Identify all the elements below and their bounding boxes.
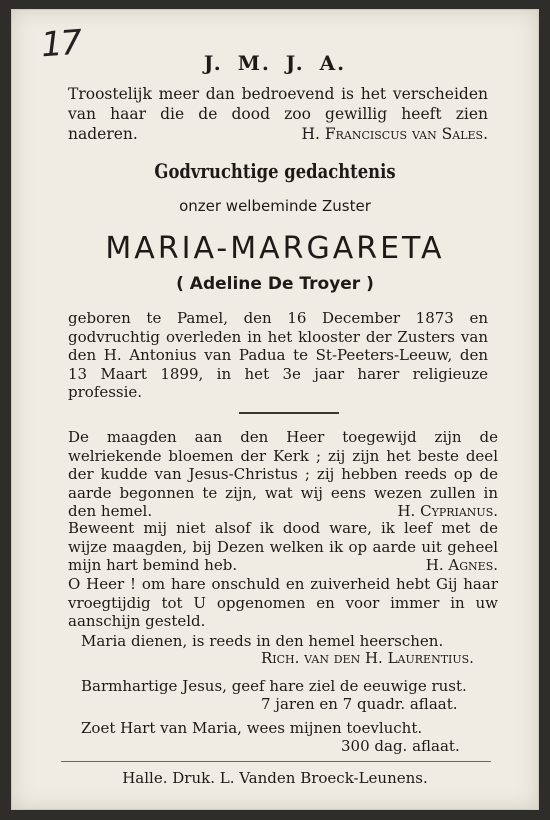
printer-imprint: Halle. Druk. L. Vanden Broeck-Leunens.: [122, 769, 428, 787]
quote-cyprianus: [68, 428, 498, 521]
prayer-maria-indulgence: 300 dag. aflaat.: [341, 737, 460, 755]
prayer-maria-text: Zoet Hart van Maria, wees mijnen toevlucht.: [81, 719, 423, 737]
quote-cyprianus-attribution: H. Cyprianus.: [397, 502, 498, 520]
quote-cyprianus-text: De maagden aan den Heer toegewijd zijn de welriekende bloemen der Kerk ; zij zijn het beste deel der kudde van Jesus-Christus ; zij hebben reeds op de aarde begonnen te zijn, wat wij eens wezen zullen in den hemel.: [68, 428, 498, 520]
handwritten-number: 17: [39, 22, 82, 66]
quote-laurentius-text: Maria dienen, is reeds in den hemel heerschen.: [81, 632, 444, 650]
deceased-alias: ( Adeline De Troyer ): [176, 274, 374, 294]
quote-agnes: [68, 519, 498, 575]
memorial-card: [11, 9, 539, 810]
quote-sales-text: Troostelijk meer dan bedroevend is het verscheiden van haar die de dood zoo gewillig heeft zien naderen.: [68, 85, 488, 143]
quote-prayer-o-heer: O Heer ! om hare onschuld en zuiverheid hebt Gij haar vroegtijdig tot U opgenomen en voor immer in uw aanschijn gesteld.: [68, 575, 498, 630]
prayer-jesus-text: Barmhartige Jesus, geef hare ziel de eeuwige rust.: [81, 677, 467, 695]
biography: geboren te Pamel, den 16 December 1873 en godvruchtig overleden in het klooster der Zusters van den H. Antonius van Padua te St-Peeters-Leeuw, den 13 Maart 1899, in het 3e jaar harer religieuze professie.: [68, 309, 488, 401]
quote-agnes-text: Beweent mij niet alsof ik dood ware, ik leef met de wijze maagden, bij Dezen welken ik op aarde uit geheel mijn hart bemind heb.: [68, 519, 498, 574]
header-jmja: J. M. J. A.: [203, 51, 347, 75]
prayer-jesus-indulgence: 7 jaren en 7 quadr. aflaat.: [261, 695, 458, 713]
bottom-divider: [61, 761, 491, 762]
card-title: Godvruchtige gedachtenis: [154, 159, 396, 183]
quote-laurentius-attribution: Rich. van den H. Laurentius.: [261, 649, 474, 667]
quote-sales-attribution: H. Franciscus van Sales.: [301, 125, 488, 143]
quote-agnes-attribution: H. Agnes.: [425, 556, 498, 574]
divider: [239, 412, 339, 414]
quote-sales: [68, 84, 488, 144]
card-subtitle: onzer welbeminde Zuster: [179, 197, 371, 215]
deceased-name: MARIA-MARGARETA: [105, 231, 445, 266]
